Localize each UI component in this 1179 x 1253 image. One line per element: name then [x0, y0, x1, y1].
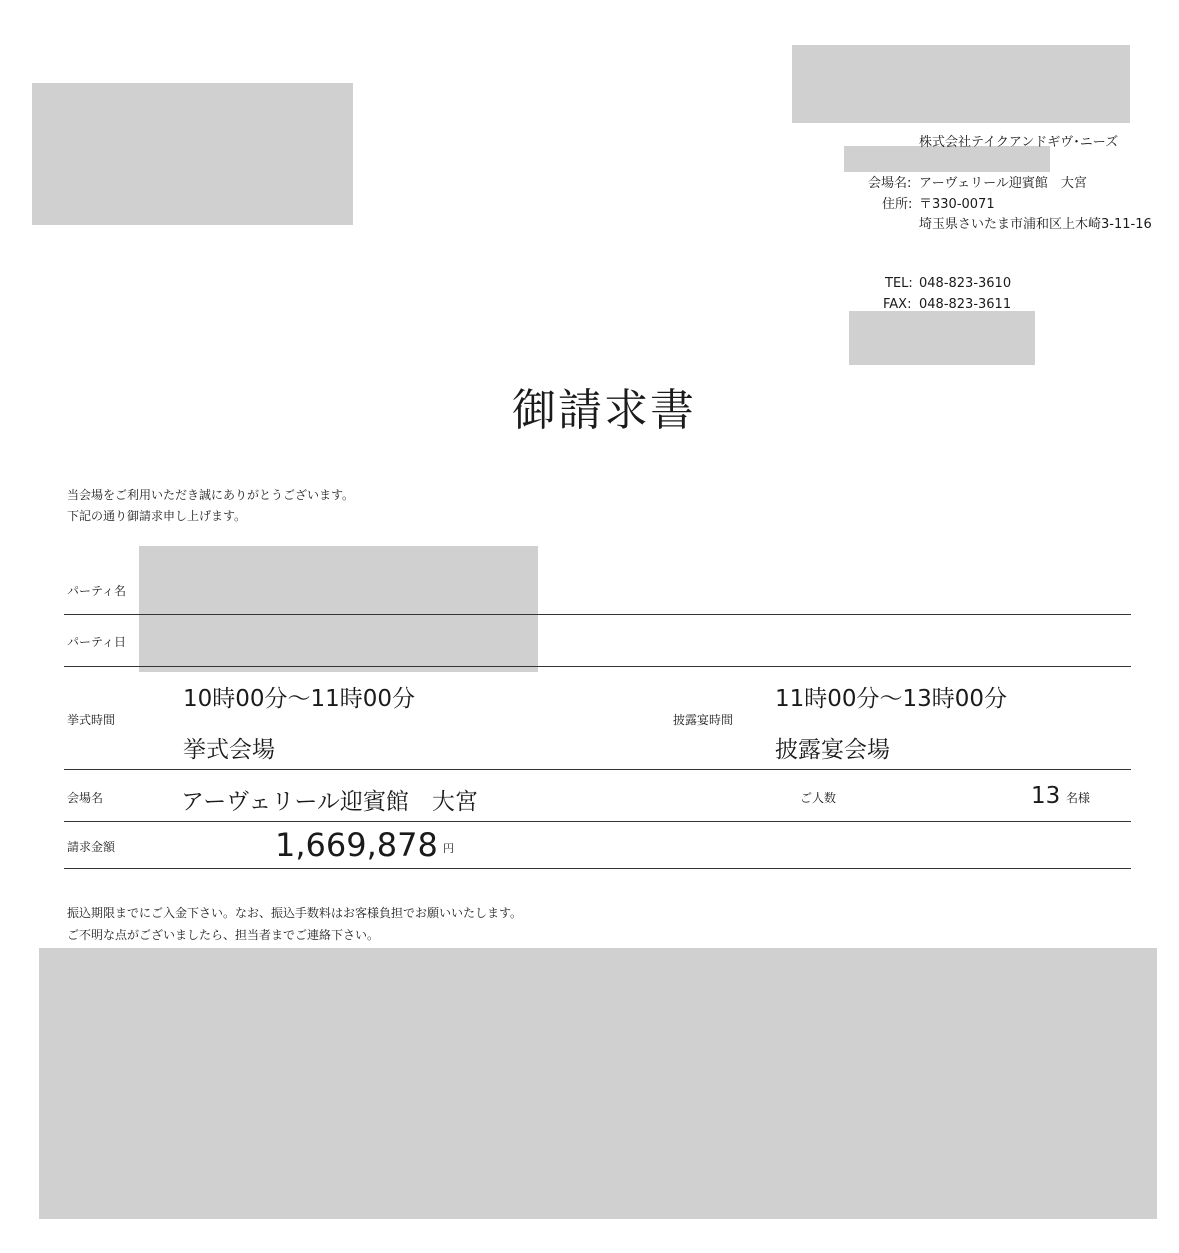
- issuer-venue-name: アーヴェリール迎賓館 大宮: [919, 176, 1087, 191]
- issuer-postal: 〒330-0071: [919, 197, 995, 212]
- reception-time-label: 披露宴時間: [673, 713, 734, 727]
- ceremony-venue: 挙式会場: [183, 737, 275, 763]
- issuer-address-label: 住所:: [882, 197, 913, 212]
- issuer-fax: 048-823-3611: [919, 297, 1012, 312]
- guests-unit: 名様: [1066, 791, 1091, 805]
- amount-label: 請求金額: [67, 840, 116, 854]
- guests-count: 13: [1031, 783, 1061, 809]
- venue-label: 会場名: [67, 791, 104, 805]
- issuer-tel-label: TEL:: [885, 276, 913, 291]
- issuer-venue-label: 会場名:: [868, 176, 912, 191]
- document-title: 御請求書: [512, 385, 696, 436]
- issuer-address: 埼玉県さいたま市浦和区上木崎3-11-16: [919, 217, 1152, 232]
- party-name-label: パーティ名: [67, 584, 127, 598]
- venue-name: アーヴェリール迎賓館 大宮: [181, 789, 478, 815]
- note-line-2: ご不明な点がございましたら、担当者までご連絡下さい。: [67, 928, 380, 942]
- ceremony-time: 10時00分～11時00分: [183, 686, 416, 712]
- row-divider: [64, 821, 1131, 822]
- issuer-fax-label: FAX:: [883, 297, 912, 312]
- row-divider: [64, 614, 1131, 615]
- row-divider: [64, 769, 1131, 770]
- redacted-party-info: [139, 546, 538, 672]
- reception-time: 11時00分～13時00分: [775, 686, 1008, 712]
- redacted-logo-block: [792, 45, 1130, 123]
- amount-value: 1,669,878: [275, 826, 438, 864]
- ceremony-time-label: 挙式時間: [67, 713, 116, 727]
- redacted-recipient-block: [32, 83, 353, 225]
- amount-unit: 円: [443, 842, 454, 855]
- reception-venue: 披露宴会場: [775, 737, 890, 763]
- issuer-tel: 048-823-3610: [919, 276, 1012, 291]
- redacted-bank-details: [39, 948, 1157, 1219]
- intro-line-2: 下記の通り御請求申し上げます。: [67, 509, 247, 523]
- row-divider: [64, 868, 1131, 869]
- guests-label: ご人数: [800, 791, 837, 805]
- row-divider: [64, 666, 1131, 667]
- note-line-1: 振込期限までにご入金下さい。なお、振込手数料はお客様負担でお願いいたします。: [67, 906, 523, 920]
- intro-line-1: 当会場をご利用いただき誠にありがとうございます。: [67, 488, 355, 502]
- issuer-company: 株式会社テイクアンドギヴ･ニーズ: [919, 135, 1119, 150]
- redacted-stamp-block: [849, 311, 1035, 365]
- party-date-label: パーティ日: [67, 635, 127, 649]
